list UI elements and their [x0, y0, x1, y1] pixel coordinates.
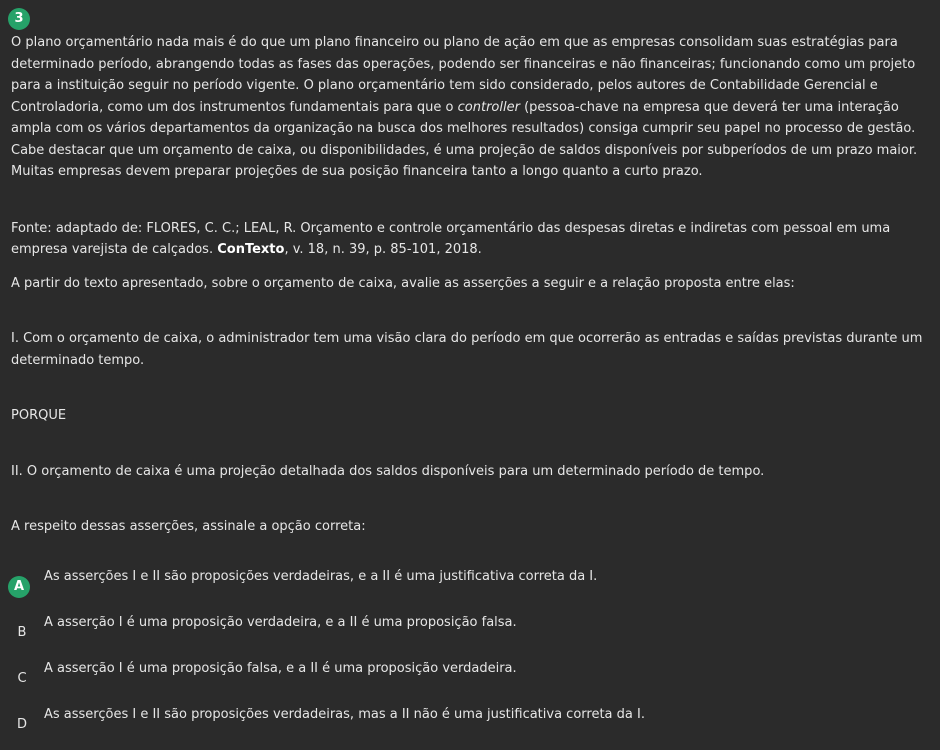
source-text-1: Fonte: adaptado de: FLORES, C. C.; LEAL, R. Orçamento e controle orçamentário das despesas diretas e indiretas com pessoal em uma empresa varejista de calçados. [11, 220, 891, 257]
instruction-text: A partir do texto apresentado, sobre o orçamento de caixa, avalie as asserções a seguir e a relação proposta entre elas: [11, 275, 795, 291]
option-b-text[interactable]: A asserção I é uma proposição verdadeira, e a II é uma proposição falsa. [44, 615, 517, 630]
option-a-letter-badge[interactable]: A [8, 576, 30, 598]
option-b-letter[interactable]: B [17, 625, 27, 641]
option-c[interactable] [11, 658, 926, 704]
paragraph-italic-term: controller [457, 99, 520, 115]
option-d-text[interactable]: As asserções I e II são proposições verdadeiras, mas a II não é uma justificativa correta da I. [44, 707, 645, 722]
answer-options [11, 566, 926, 750]
option-d[interactable] [11, 704, 926, 750]
option-c-text[interactable]: A asserção I é uma proposição falsa, e a II é uma proposição verdadeira. [44, 661, 517, 676]
option-b[interactable] [11, 612, 926, 658]
answer-prompt: A respeito dessas asserções, assinale a opção correta: [11, 519, 366, 534]
paragraph-text-1: O plano orçamentário nada mais é do que um plano financeiro ou plano de ação em que as empresas consolidam suas estratégias para determinado período, abrangendo todas as fases das operações, podendo ser financeiras e não financeiras; funcionando como um projeto para a instituição seguir no período vigente. O plano orçamentário tem sido considerado, pelos autores de Contabilidade Gerencial e Controladoria, como um dos instrumentos fundamentais para que o [11, 35, 916, 115]
question-number-badge: 3 [8, 8, 30, 30]
source-journal-name: ConTexto [217, 242, 285, 257]
connector-porque: PORQUE [11, 408, 67, 423]
paragraph-text-2: (pessoa-chave na empresa que deverá ter uma interação ampla com os vários departamentos da organização na busca dos melhores resultados) consiga cumprir seu papel no processo de gestão. Cabe destacar que um orçamento de caixa, ou disponibilidades, é uma projeção de saldos disponíveis por subperíodos de um prazo maior. Muitas empresas devem preparar projeções de sua posição financeira tanto a longo quanto a curto prazo. [11, 99, 918, 179]
option-d-letter[interactable]: D [16, 717, 27, 733]
option-c-letter[interactable]: C [17, 671, 27, 687]
assertion-2: II. O orçamento de caixa é uma projeção detalhada dos saldos disponíveis para um determinado período de tempo. [11, 463, 765, 479]
source-citation [11, 218, 926, 261]
question-body [11, 32, 926, 538]
assertion-1: I. Com o orçamento de caixa, o administrador tem uma visão clara do período em que ocorrerão as entradas e saídas previstas durante um determinado tempo. [11, 331, 923, 368]
source-text-2: , v. 18, n. 39, p. 85-101, 2018. [284, 242, 482, 257]
option-a-text[interactable]: As asserções I e II são proposições verdadeiras, e a II é uma justificativa correta da I. [44, 569, 598, 584]
option-a[interactable] [11, 566, 926, 612]
question-paragraph [11, 32, 926, 183]
